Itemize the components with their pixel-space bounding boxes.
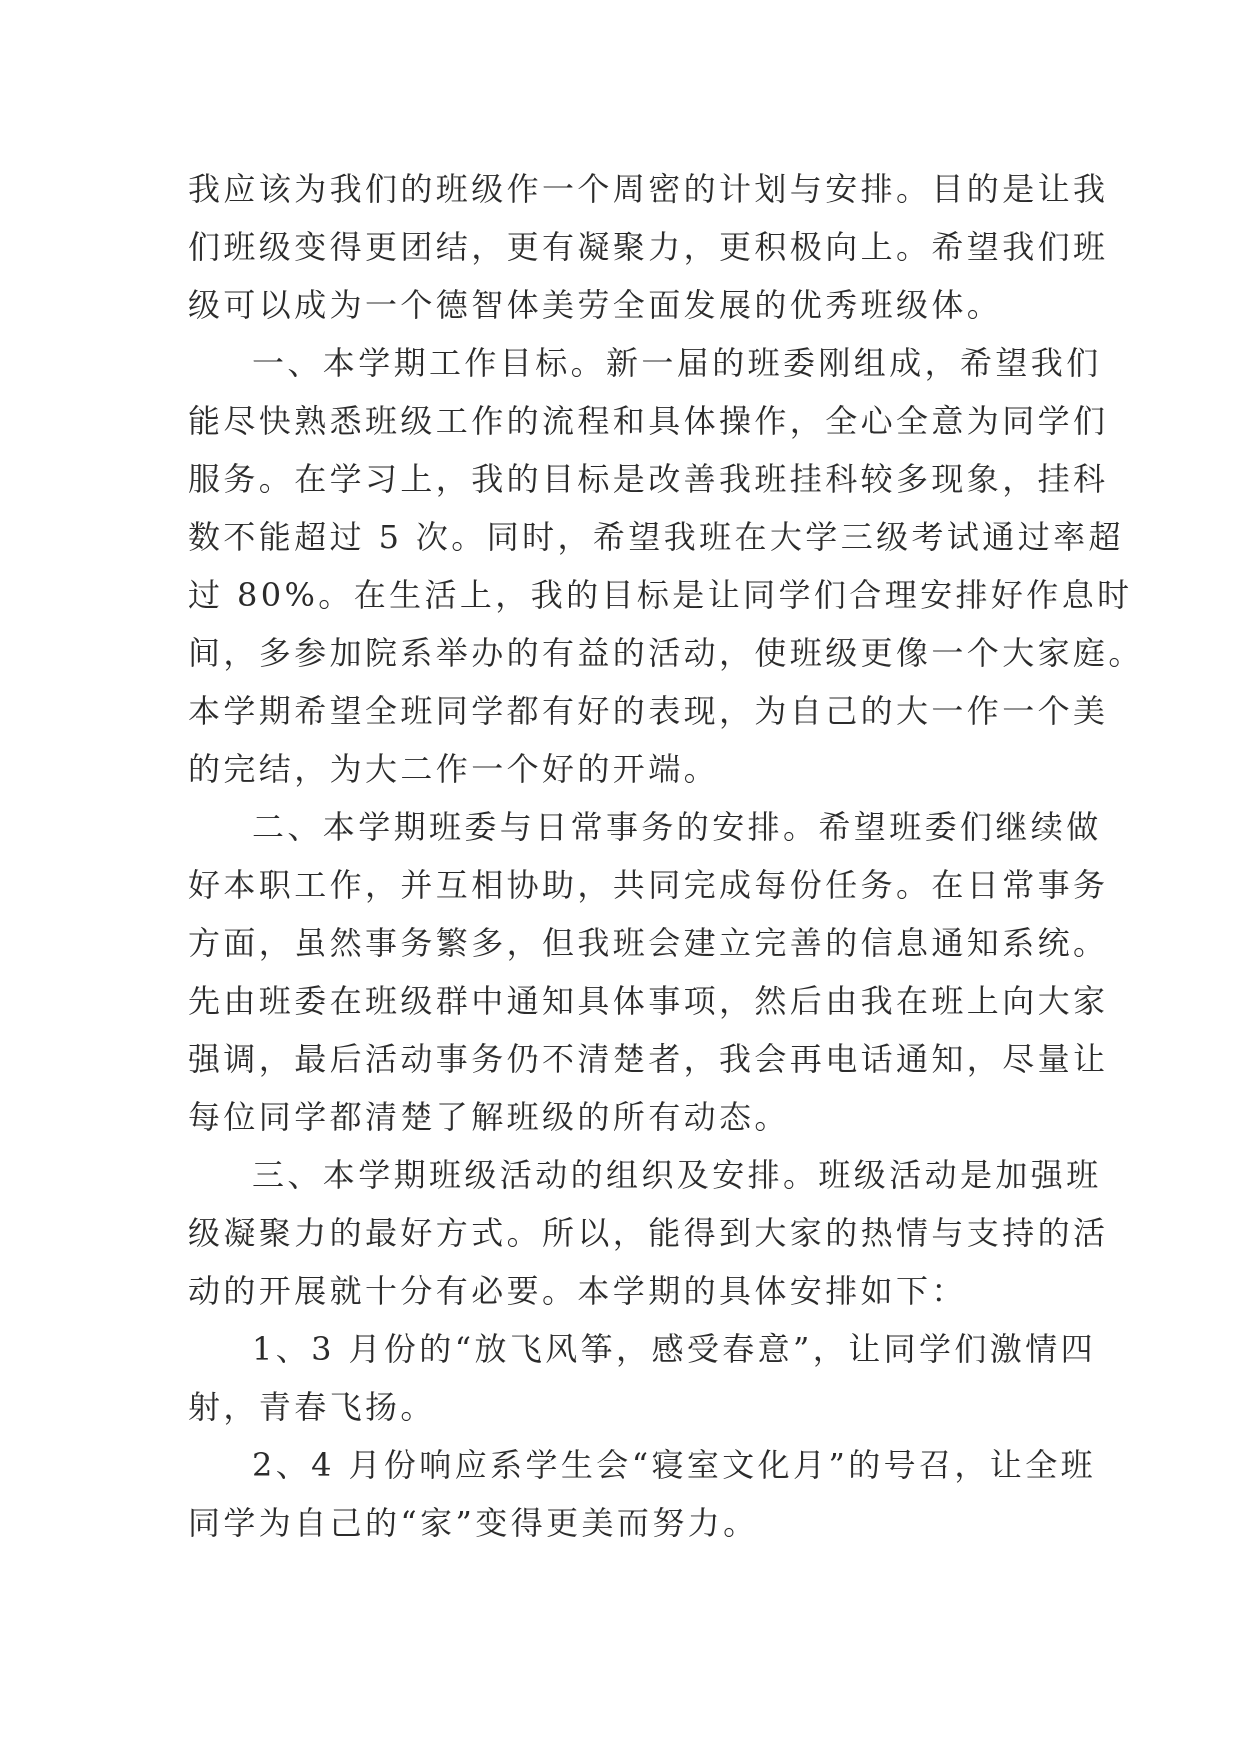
text-line: 的完结，为大二作一个好的开端。 [188,750,720,788]
paragraph-item-2 [188,1436,1097,1552]
text-line: 级可以成为一个德智体美劳全面发展的优秀班级体。 [188,286,1003,324]
text-line: 方面，虽然事务繁多，但我班会建立完善的信息通知系统。 [188,924,1109,962]
text-line: 过 80%。在生活上，我的目标是让同学们合理安排好作息时 [188,576,1133,614]
text-line: 数不能超过 5 次。同时，希望我班在大学三级考试通过率超 [188,518,1124,556]
text-line: 强调，最后活动事务仍不清楚者，我会再电话通知，尽量让 [188,1040,1109,1078]
text-line: 先由班委在班级群中通知具体事项，然后由我在班上向大家 [188,982,1109,1020]
text-line: 间，多参加院系举办的有益的活动，使班级更像一个大家庭。 [188,634,1144,672]
text-line: 2、4 月份响应系学生会“寝室文化月”的号召，让全班 [252,1446,1097,1484]
text-line: 1、3 月份的“放飞风筝，感受春意”，让同学们激情四 [252,1330,1097,1368]
text-line: 服务。在学习上，我的目标是改善我班挂科较多现象，挂科 [188,460,1109,498]
text-line: 能尽快熟悉班级工作的流程和具体操作，全心全意为同学们 [188,402,1109,440]
text-line: 好本职工作，并互相协助，共同完成每份任务。在日常事务 [188,866,1109,904]
text-line: 射，青春飞扬。 [188,1388,436,1426]
paragraph-section-2 [188,798,1109,1146]
text-line: 同学为自己的“家”变得更美而努力。 [188,1504,759,1542]
text-line: 二、本学期班委与日常事务的安排。希望班委们继续做 [252,808,1102,846]
text-line: 本学期希望全班同学都有好的表现，为自己的大一作一个美 [188,692,1109,730]
paragraph-item-1 [188,1320,1097,1436]
paragraph-section-3 [188,1146,1109,1320]
document-body [188,160,1144,1552]
text-line: 们班级变得更团结，更有凝聚力，更积极向上。希望我们班 [188,228,1109,266]
paragraph-intro [188,160,1109,334]
text-line: 每位同学都清楚了解班级的所有动态。 [188,1098,790,1136]
text-line: 三、本学期班级活动的组织及安排。班级活动是加强班 [252,1156,1102,1194]
text-line: 一、本学期工作目标。新一届的班委刚组成，希望我们 [252,344,1102,382]
paragraph-section-1 [188,334,1144,798]
text-line: 级凝聚力的最好方式。所以，能得到大家的热情与支持的活 [188,1214,1109,1252]
text-line: 我应该为我们的班级作一个周密的计划与安排。目的是让我 [188,170,1109,208]
text-line: 动的开展就十分有必要。本学期的具体安排如下： [188,1272,967,1310]
